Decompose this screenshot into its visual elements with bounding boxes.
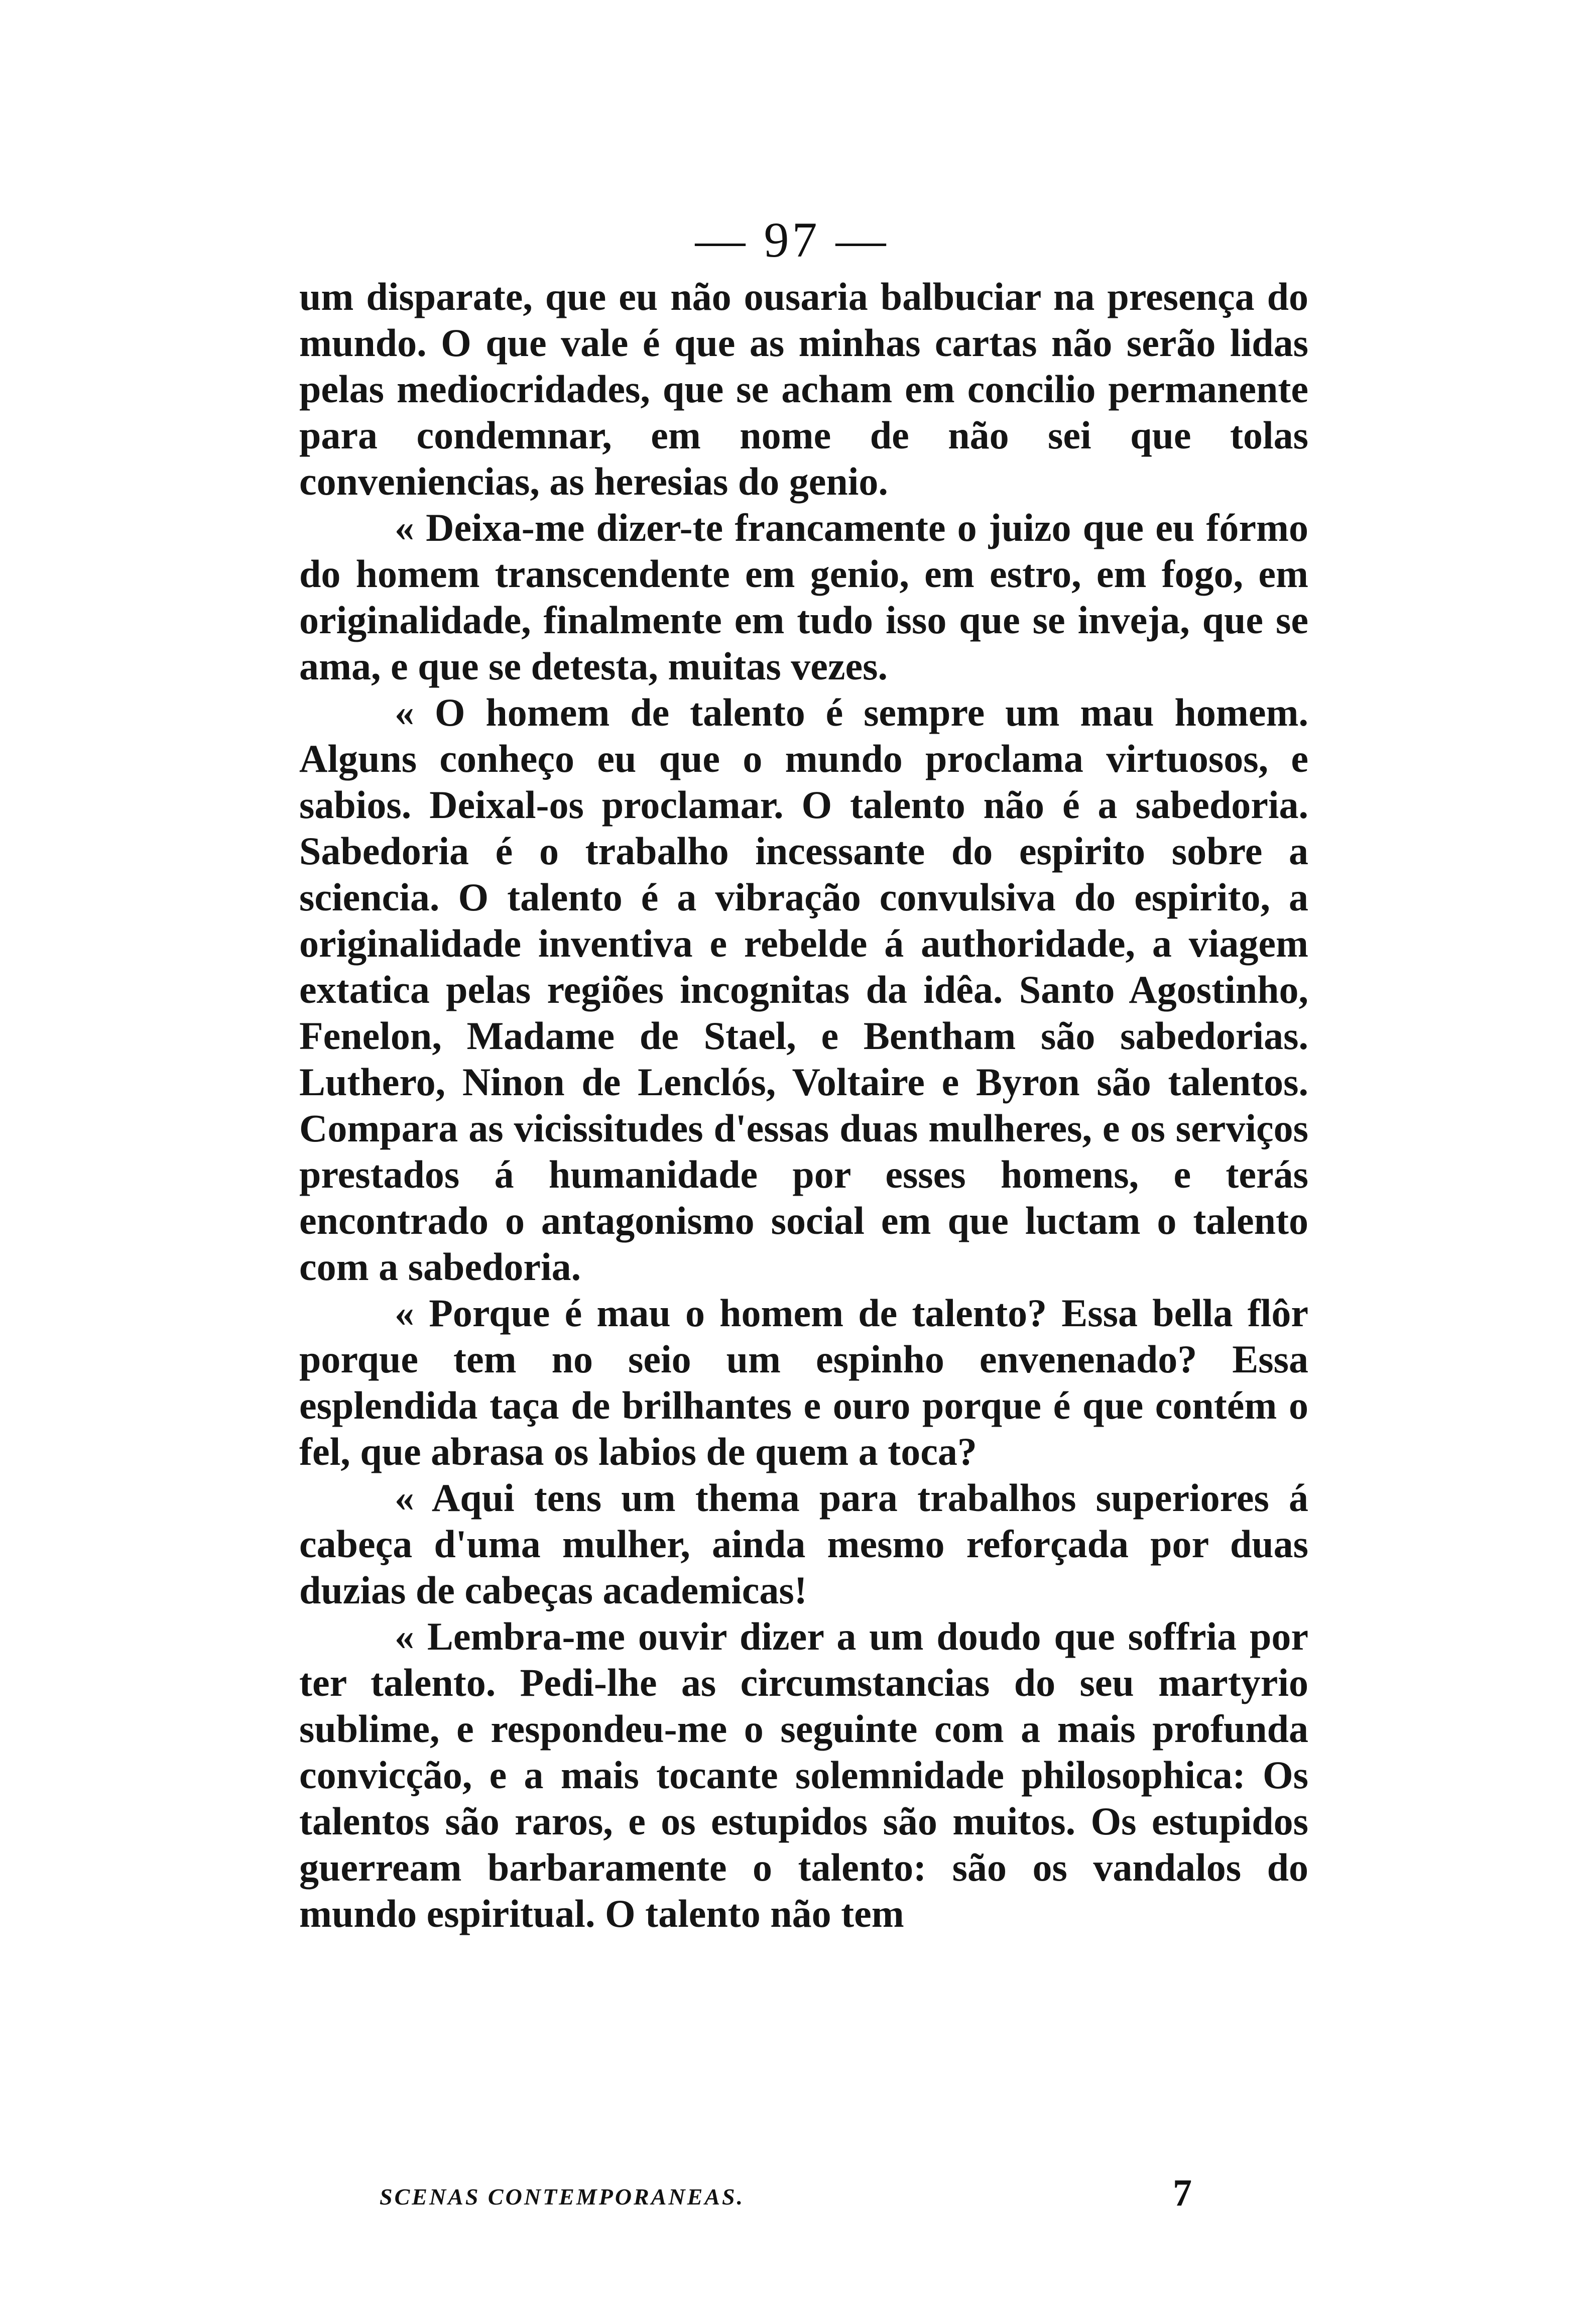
paragraph-1: um disparate, que eu não ousaria balbuciar na presença do mundo. O que vale é que as minhas cartas não serão lidas pelas mediocridades, que se acham em concilio permanente para condemnar, em nome de não sei que tolas conveniencias, as heresias do genio. [299, 275, 1308, 503]
paragraph-2: « Deixa-me dizer-te francamente o juizo que eu fórmo do homem transcendente em genio, em estro, em fogo, em originalidade, finalmente em tudo isso que se inveja, que se ama, e que se detesta, muitas vezes. [299, 506, 1308, 688]
paragraph-4: « Porque é mau o homem de talento? Essa bella flôr porque tem no seio um espinho envenenado? Essa esplendida taça de brilhantes e ouro porque é que contém o fel, que abrasa os labios de quem a toca? [299, 1291, 1308, 1473]
page-number: — 97 — [695, 212, 889, 268]
printer-signature: SCENAS CONTEMPORANEAS. [380, 2184, 745, 2210]
paragraph-3: « O homem de talento é sempre um mau homem. Alguns conheço eu que o mundo proclama virtuosos, e sabios. Deixal-os proclamar. O talento não é a sabedoria. Sabedoria é o trabalho incessante do espirito sobre a sciencia. O talento é a vibração convulsiva do espirito, a originalidade inventiva e rebelde á authoridade, a viagem extatica pelas regiões incognitas da idêa. Santo Agostinho, Fenelon, Madame de Stael, e Bentham são sabedorias. Luthero, Ninon de Lenclós, Voltaire e Byron são talentos. Compara as vicissitudes d'essas duas mulheres, e os serviços prestados á humanidade por esses homens, e terás encontrado o antagonismo social em que luctam o talento com a sabedoria. [299, 690, 1308, 1289]
body-text [299, 274, 1308, 1937]
paragraph-6: « Lembra-me ouvir dizer a um doudo que soffria por ter talento. Pedi-lhe as circumstancias do seu martyrio sublime, e respondeu-me o seguinte com a mais profunda convicção, e a mais tocante solemnidade philosophica: Os talentos são raros, e os estupidos são muitos. Os estupidos guerream barbaramente o talento: são os vandalos do mundo espiritual. O talento não tem [299, 1614, 1308, 1935]
paragraph-5: « Aqui tens um thema para trabalhos superiores á cabeça d'uma mulher, ainda mesmo reforçada por duas duzias de cabeças academicas! [299, 1476, 1308, 1612]
page-footer [299, 2174, 1308, 2215]
signature-mark: 7 [1173, 2172, 1192, 2214]
